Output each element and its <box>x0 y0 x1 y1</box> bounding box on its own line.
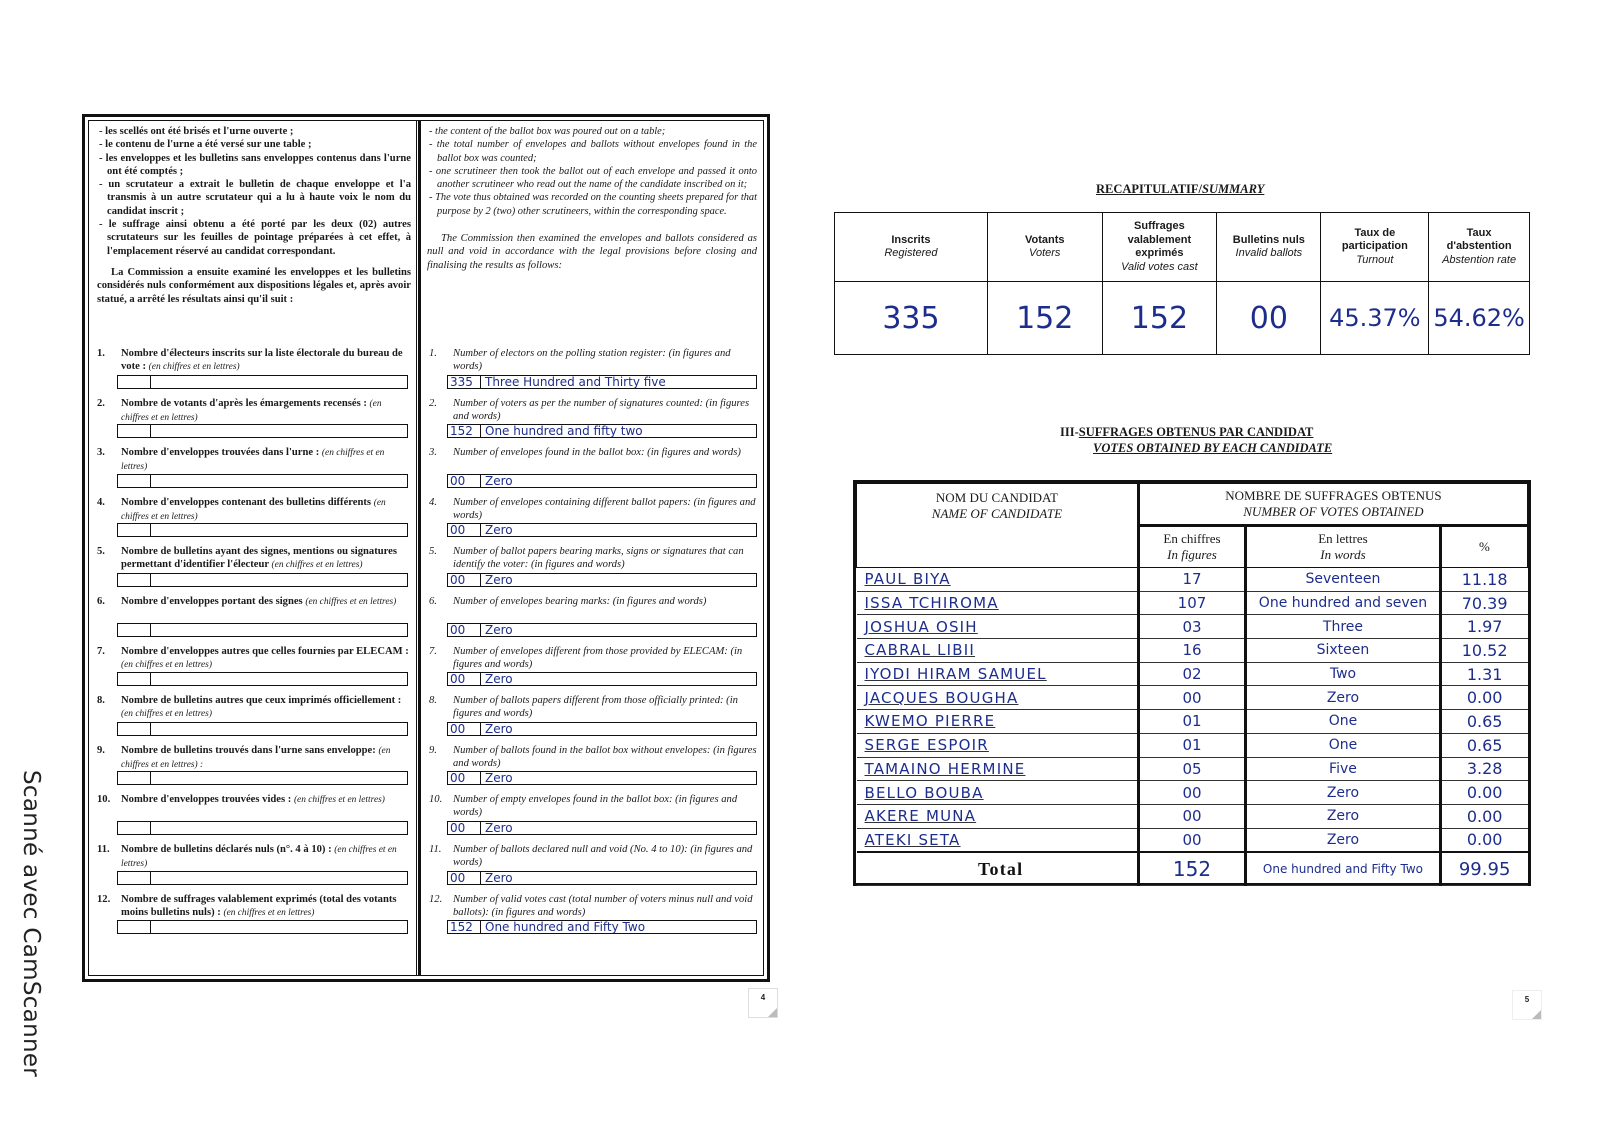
item-question <box>97 694 410 721</box>
candidate-votes-figure: 03 <box>1138 615 1245 639</box>
item-question <box>429 545 757 571</box>
scanner-watermark: Scanné avec CamScanner <box>18 770 44 1078</box>
candidate-votes-words: One <box>1246 733 1441 757</box>
answer-field[interactable] <box>117 871 408 885</box>
item-text: Number of envelopes found in the ballot box: (in figures and words) <box>453 447 741 459</box>
procedure-item: - The vote thus obtained was recorded on the counting sheets prepared for that purpose by 2 (two) other scrutineers, within the corresponding space. <box>429 192 757 217</box>
item-number: 10. <box>429 794 443 806</box>
item-hint: (en chiffres et en lettres) <box>121 844 397 869</box>
words-field[interactable] <box>151 624 407 636</box>
answer-field[interactable] <box>117 474 408 488</box>
item-number: 6. <box>97 595 105 607</box>
registered-value: 335 <box>835 282 988 355</box>
valid-votes-value: 152 <box>1102 282 1217 355</box>
item-number: 2. <box>429 397 437 409</box>
figure-field[interactable]: 00 <box>448 723 481 735</box>
answer-field[interactable] <box>447 672 757 686</box>
words-field[interactable]: One hundred and fifty two <box>485 425 643 438</box>
candidate-percent: 70.39 <box>1440 591 1527 615</box>
form-item-en <box>421 397 763 447</box>
candidate-row <box>857 733 1528 757</box>
answer-field[interactable] <box>447 920 757 934</box>
words-field[interactable]: Zero <box>485 573 513 586</box>
item-number: 11. <box>97 843 110 855</box>
item-question <box>429 397 757 423</box>
words-field[interactable] <box>151 772 407 784</box>
figure-field[interactable] <box>118 524 151 536</box>
page-number-left: 4 <box>748 988 778 1018</box>
form-item-en <box>421 545 763 595</box>
item-text: Number of envelopes different from those provided by ELECAM: (in figures and words) <box>453 645 743 670</box>
item-text: Number of envelopes bearing marks: (in figures and words) <box>453 595 707 607</box>
candidate-percent: 0.00 <box>1440 686 1527 710</box>
item-question <box>97 496 410 524</box>
form-item-fr <box>89 496 416 546</box>
candidate-votes-figure: 107 <box>1138 591 1245 615</box>
page-number-right: 5 <box>1512 990 1542 1020</box>
words-field[interactable]: Zero <box>485 722 513 735</box>
candidates-table <box>856 483 1528 886</box>
answer-field[interactable] <box>117 920 408 934</box>
figure-field[interactable]: 00 <box>448 872 481 884</box>
item-hint: (en chiffres et en lettres) <box>223 907 315 918</box>
form-item-en <box>421 843 763 893</box>
answer-field[interactable] <box>117 523 408 537</box>
total-label: Total <box>857 852 1139 886</box>
words-field[interactable]: Zero <box>485 524 513 537</box>
answer-field[interactable] <box>447 771 757 785</box>
section-title-en: VOTES OBTAINED BY EACH CANDIDATE <box>1093 441 1333 455</box>
candidate-row <box>857 615 1528 639</box>
item-text: Number of ballot papers bearing marks, signs or signatures that can identify the voter: (in figures and words) <box>453 546 744 571</box>
item-question <box>97 347 410 374</box>
candidate-votes-words: Zero <box>1246 828 1441 852</box>
form-item-fr <box>89 744 416 794</box>
form-item-fr <box>89 397 416 447</box>
item-hint: (en chiffres et en lettres) <box>305 596 397 607</box>
figure-field[interactable] <box>118 723 151 735</box>
item-number: 3. <box>429 447 437 459</box>
candidate-name: SERGE ESPOIR <box>857 733 1139 757</box>
item-text: Number of ballots papers different from those officially printed: (in figures and words) <box>453 695 738 720</box>
summary-table <box>834 212 1530 355</box>
abstention-value: 54.62% <box>1429 282 1530 355</box>
answer-field[interactable] <box>117 623 408 637</box>
item-question <box>429 793 757 819</box>
item-question <box>97 645 410 672</box>
figure-field[interactable]: 00 <box>448 822 481 834</box>
form-item-en <box>421 694 763 744</box>
candidate-name: JOSHUA OSIH <box>857 615 1139 639</box>
col-turnout: Taux de participation Turnout <box>1321 213 1429 282</box>
item-question <box>429 694 757 720</box>
words-field[interactable]: One hundred and Fifty Two <box>485 921 646 934</box>
candidate-votes-figure: 16 <box>1138 639 1245 663</box>
item-number: 5. <box>429 546 437 558</box>
item-number: 1. <box>429 348 437 359</box>
french-items <box>89 347 416 942</box>
item-question <box>97 446 410 474</box>
item-text: Number of voters as per the number of signatures counted: (in figures and words) <box>453 397 750 422</box>
answer-field[interactable] <box>447 424 757 438</box>
candidate-percent: 0.00 <box>1440 828 1527 852</box>
item-number: 2. <box>97 397 105 409</box>
figure-field[interactable] <box>118 475 151 487</box>
candidate-percent: 0.00 <box>1440 804 1527 828</box>
total-words: One hundred and Fifty Two <box>1246 852 1441 886</box>
words-field[interactable] <box>151 723 407 735</box>
item-text: Nombre de bulletins autres que ceux imprimés officiellement : <box>121 695 402 707</box>
candidate-row <box>857 662 1528 686</box>
item-text: Nombre de bulletins ayant des signes, mentions ou signatures permettant d'identifier l'électeur <box>121 546 397 571</box>
answer-field[interactable] <box>117 424 408 438</box>
item-text: Nombre d'enveloppes trouvées vides : <box>121 794 292 806</box>
item-question <box>97 893 410 920</box>
item-number: 12. <box>429 893 443 905</box>
candidate-votes-words: Sixteen <box>1246 639 1441 663</box>
item-text: Nombre de bulletins déclarés nuls (n°. 4 à 10) : <box>121 843 332 855</box>
answer-field[interactable] <box>117 573 408 587</box>
words-field[interactable] <box>151 872 407 884</box>
procedure-item: - one scrutineer then took the ballot out of each envelope and passed it onto another scrutineer who read out the name of the candidate inscribed on it; <box>429 165 757 191</box>
item-hint: (en chiffres et en lettres) <box>121 448 385 473</box>
item-number: 8. <box>429 695 437 707</box>
candidate-votes-figure: 02 <box>1138 662 1245 686</box>
turnout-value: 45.37% <box>1321 282 1429 355</box>
candidate-percent: 0.00 <box>1440 781 1527 805</box>
summary-title-en: SUMMARY <box>1202 182 1265 196</box>
candidate-percent: 0.65 <box>1440 733 1527 757</box>
item-number: 4. <box>429 496 437 508</box>
summary-values-row <box>835 282 1530 355</box>
form-item-fr <box>89 545 416 595</box>
candidate-name: PAUL BIYA <box>857 568 1139 592</box>
words-field[interactable] <box>151 376 407 388</box>
procedure-item: - the total number of envelopes and ballots without envelopes found in the ballot box was counted; <box>429 139 757 164</box>
candidate-votes-figure: 00 <box>1138 804 1245 828</box>
item-hint: (en chiffres et en lettres) <box>293 795 385 806</box>
col-in-words: En lettres In words <box>1246 526 1441 568</box>
candidate-name: ATEKI SETA <box>857 828 1139 852</box>
item-text: Number of empty envelopes found in the ballot box: (in figures and words) <box>453 794 738 819</box>
words-field[interactable]: Zero <box>485 871 513 884</box>
answer-field[interactable] <box>447 523 757 537</box>
figure-field[interactable]: 335 <box>448 376 481 388</box>
item-hint: (en chiffres et en lettres) <box>121 709 212 720</box>
procedure-item: - le contenu de l'urne a été versé sur une table ; <box>99 139 312 151</box>
candidates-section-title <box>1060 424 1332 456</box>
candidate-percent: 10.52 <box>1440 639 1527 663</box>
item-question <box>97 793 410 807</box>
figure-field[interactable] <box>118 574 151 586</box>
item-number: 9. <box>429 744 437 756</box>
item-question <box>429 744 757 770</box>
figure-field[interactable] <box>118 822 151 834</box>
col-in-figures: En chiffres In figures <box>1138 526 1245 568</box>
item-question <box>97 397 410 425</box>
item-question <box>429 446 757 459</box>
col-voters: Votants Voters <box>987 213 1102 282</box>
candidate-name: ISSA TCHIROMA <box>857 591 1139 615</box>
item-question <box>429 645 757 671</box>
candidate-votes-figure: 01 <box>1138 733 1245 757</box>
item-question <box>429 595 757 608</box>
item-text: Number of envelopes containing different ballot papers: (in figures and words) <box>453 496 756 521</box>
candidate-votes-words: One <box>1246 710 1441 734</box>
candidate-row <box>857 757 1528 781</box>
col-candidate-name: NOM DU CANDIDAT NAME OF CANDIDATE <box>857 484 1139 568</box>
words-field[interactable]: Zero <box>485 474 513 487</box>
candidate-votes-figure: 01 <box>1138 710 1245 734</box>
words-field[interactable] <box>151 574 407 586</box>
item-hint: (en chiffres et en lettres) <box>121 497 386 522</box>
candidate-votes-figure: 00 <box>1138 686 1245 710</box>
item-question <box>429 347 757 373</box>
form-item-en <box>421 595 763 645</box>
form-item-en <box>421 793 763 843</box>
item-question <box>97 595 410 609</box>
item-text: Nombre d'électeurs inscrits sur la liste électorale du bureau de vote : <box>121 348 403 372</box>
answer-field[interactable] <box>117 771 408 785</box>
item-text: Nombre d'enveloppes contenant des bulletins différents <box>121 496 372 508</box>
candidate-percent: 3.28 <box>1440 757 1527 781</box>
form-item-fr <box>89 843 416 893</box>
figure-field[interactable]: 00 <box>448 524 481 536</box>
words-field[interactable] <box>151 524 407 536</box>
item-number: 6. <box>429 595 437 607</box>
candidate-name: JACQUES BOUGHA <box>857 686 1139 710</box>
item-text: Nombre d'enveloppes trouvées dans l'urne : <box>121 447 320 459</box>
figure-field[interactable] <box>118 376 151 388</box>
item-number: 1. <box>97 348 105 359</box>
item-text: Nombre d'enveloppes portant des signes <box>121 595 303 607</box>
words-field[interactable] <box>151 425 407 437</box>
col-votes-obtained: NOMBRE DE SUFFRAGES OBTENUS NUMBER OF VOTES OBTAINED <box>1138 484 1527 526</box>
candidate-votes-figure: 05 <box>1138 757 1245 781</box>
form-item-fr <box>89 446 416 496</box>
figure-field[interactable] <box>118 872 151 884</box>
candidate-votes-words: One hundred and seven <box>1246 591 1441 615</box>
words-field[interactable] <box>151 475 407 487</box>
figure-field[interactable]: 00 <box>448 673 481 685</box>
form-item-en <box>421 347 763 397</box>
item-text: Number of ballots found in the ballot box without envelopes: (in figures and words) <box>453 744 757 769</box>
item-question <box>97 744 410 772</box>
voters-value: 152 <box>987 282 1102 355</box>
form-item-en <box>421 893 763 943</box>
summary-title <box>1096 182 1264 197</box>
answer-field[interactable] <box>447 821 757 835</box>
item-question <box>97 545 410 572</box>
col-valid-votes: Suffrages valablement exprimés Valid votes cast <box>1102 213 1217 282</box>
item-hint: (en chiffres et en lettres) <box>121 659 212 670</box>
candidate-name: KWEMO PIERRE <box>857 710 1139 734</box>
item-question <box>429 893 757 919</box>
figure-field[interactable]: 00 <box>448 624 481 636</box>
item-number: 4. <box>97 496 105 508</box>
summary-title-fr: RECAPITULATIF/ <box>1096 182 1203 196</box>
candidate-name: IYODI HIRAM SAMUEL <box>857 662 1139 686</box>
answer-field[interactable] <box>447 573 757 587</box>
candidate-votes-words: Zero <box>1246 781 1441 805</box>
words-field[interactable] <box>151 822 407 834</box>
candidate-votes-words: Three <box>1246 615 1441 639</box>
form-item-fr <box>89 793 416 843</box>
candidate-votes-figure: 17 <box>1138 568 1245 592</box>
item-number: 12. <box>97 893 111 905</box>
words-field[interactable]: Zero <box>485 623 513 636</box>
answer-field[interactable] <box>117 672 408 686</box>
item-number: 11. <box>429 843 442 855</box>
figure-field[interactable]: 00 <box>448 772 481 784</box>
item-number: 7. <box>97 645 105 657</box>
section-prefix: III- <box>1060 425 1079 439</box>
english-procedure-list <box>427 125 757 218</box>
procedure-item: - les scellés ont été brisés et l'urne ouverte ; <box>99 126 294 137</box>
form-item-fr <box>89 893 416 943</box>
item-number: 8. <box>97 695 105 707</box>
french-commission-paragraph: La Commission a ensuite examiné les enveloppes et les bulletins considérés nuls conformément aux dispositions légales et, après avoir statué, a arrêté les résultats ainsi qu'il suit : <box>97 266 411 305</box>
form-item-en <box>421 496 763 546</box>
item-hint: (en chiffres et en lettres) : <box>121 745 391 770</box>
answer-field[interactable] <box>447 623 757 637</box>
figure-field[interactable] <box>118 624 151 636</box>
form-item-fr <box>89 645 416 695</box>
answer-field[interactable] <box>447 474 757 488</box>
candidate-row <box>857 781 1528 805</box>
figure-field[interactable] <box>118 772 151 784</box>
words-field[interactable]: Three Hundred and Thirty five <box>485 375 666 388</box>
words-field[interactable]: Zero <box>485 772 513 785</box>
words-field[interactable] <box>151 673 407 685</box>
left-page-form <box>82 114 770 982</box>
form-item-en <box>421 744 763 794</box>
figure-field[interactable] <box>118 673 151 685</box>
candidate-percent: 1.97 <box>1440 615 1527 639</box>
candidate-name: CABRAL LIBII <box>857 639 1139 663</box>
french-procedure-list <box>97 125 411 258</box>
procedure-item: - the content of the ballot box was poured out on a table; <box>429 126 666 137</box>
summary-header-row <box>835 213 1530 282</box>
candidate-row <box>857 639 1528 663</box>
candidate-row <box>857 568 1528 592</box>
invalid-ballots-value: 00 <box>1217 282 1321 355</box>
candidate-row <box>857 828 1528 852</box>
candidate-votes-figure: 00 <box>1138 781 1245 805</box>
candidate-name: AKERE MUNA <box>857 804 1139 828</box>
figure-field[interactable]: 152 <box>448 921 481 933</box>
form-item-fr <box>89 595 416 645</box>
item-text: Nombre de votants d'après les émargements recensés : <box>121 397 367 409</box>
col-abstention: Taux d'abstention Abstention rate <box>1429 213 1530 282</box>
answer-field[interactable] <box>447 722 757 736</box>
col-percent: % <box>1440 526 1527 568</box>
candidate-row <box>857 686 1528 710</box>
item-text: Nombre de bulletins trouvés dans l'urne sans enveloppe: <box>121 744 376 756</box>
item-hint: (en chiffres et en lettres) <box>148 362 240 372</box>
figure-field[interactable] <box>118 425 151 437</box>
answer-field[interactable] <box>117 821 408 835</box>
form-item-fr <box>89 694 416 744</box>
candidate-percent: 11.18 <box>1440 568 1527 592</box>
section-title-fr: SUFFRAGES OBTENUS PAR CANDIDAT <box>1078 425 1314 439</box>
candidate-votes-words: Seventeen <box>1246 568 1441 592</box>
candidate-percent: 0.65 <box>1440 710 1527 734</box>
item-hint: (en chiffres et en lettres) <box>121 398 382 423</box>
answer-field[interactable] <box>117 375 408 389</box>
form-item-en <box>421 446 763 496</box>
english-column <box>419 121 763 975</box>
item-text: Nombre de suffrages valablement exprimés (total des votants moins bulletins nuls) : <box>121 893 397 918</box>
english-items <box>421 347 763 942</box>
total-row <box>857 852 1528 886</box>
item-number: 10. <box>97 794 111 806</box>
item-text: Number of valid votes cast (total number of voters minus null and void ballots): (in figures and words) <box>453 893 753 918</box>
candidate-row <box>857 710 1528 734</box>
candidate-name: TAMAINO HERMINE <box>857 757 1139 781</box>
item-question <box>97 843 410 871</box>
item-question <box>429 496 757 522</box>
answer-field[interactable] <box>447 871 757 885</box>
answer-field[interactable] <box>447 375 757 389</box>
candidate-row <box>857 804 1528 828</box>
figure-field[interactable]: 152 <box>448 425 481 437</box>
french-column <box>89 121 419 975</box>
figure-field[interactable] <box>118 921 151 933</box>
item-number: 5. <box>97 546 105 558</box>
candidates-body <box>857 568 1528 886</box>
item-question <box>429 843 757 869</box>
words-field[interactable]: Zero <box>485 673 513 686</box>
col-invalid-ballots: Bulletins nuls Invalid ballots <box>1217 213 1321 282</box>
candidate-votes-words: Zero <box>1246 686 1441 710</box>
candidate-votes-words: Five <box>1246 757 1441 781</box>
total-figure: 152 <box>1138 852 1245 886</box>
candidate-percent: 1.31 <box>1440 662 1527 686</box>
item-text: Number of electors on the polling station register: (in figures and words) <box>453 348 731 372</box>
candidate-votes-words: Two <box>1246 662 1441 686</box>
candidates-table-frame <box>853 480 1531 886</box>
form-item-en <box>421 645 763 695</box>
candidate-name: BELLO BOUBA <box>857 781 1139 805</box>
answer-field[interactable] <box>117 722 408 736</box>
figure-field[interactable]: 00 <box>448 475 481 487</box>
item-number: 9. <box>97 744 105 756</box>
item-text: Nombre d'enveloppes autres que celles fournies par ELECAM : <box>121 645 409 657</box>
total-percent: 99.95 <box>1440 852 1527 886</box>
item-hint: (en chiffres et en lettres) <box>271 560 363 571</box>
procedure-item: - le suffrage ainsi obtenu a été porté par les deux (02) autres scrutateurs sur les feuilles de pointage préparées à cet effet, à l'emplacement réservé au candidat correspondant. <box>99 219 411 257</box>
english-commission-paragraph: The Commission then examined the envelopes and ballots considered as null and void in accordance with the legal provisions before closing and finalising the results as follows: <box>427 233 757 271</box>
candidate-row <box>857 591 1528 615</box>
item-number: 7. <box>429 645 437 657</box>
figure-field[interactable]: 00 <box>448 574 481 586</box>
words-field[interactable]: Zero <box>485 821 513 834</box>
words-field[interactable] <box>151 921 407 933</box>
form-item-fr <box>89 347 416 397</box>
procedure-item: - un scrutateur a extrait le bulletin de chaque enveloppe et l'a transmis à un autre scrutateur qui a lu à haute voix le nom du candidat inscrit ; <box>99 179 411 217</box>
col-registered: Inscrits Registered <box>835 213 988 282</box>
item-number: 3. <box>97 447 105 459</box>
procedure-item: - les enveloppes et les bulletins sans enveloppes contenus dans l'urne ont été comptés ; <box>99 152 411 177</box>
candidate-votes-words: Zero <box>1246 804 1441 828</box>
candidate-votes-figure: 00 <box>1138 828 1245 852</box>
item-text: Number of ballots declared null and void (No. 4 to 10): (in figures and words) <box>453 843 753 868</box>
